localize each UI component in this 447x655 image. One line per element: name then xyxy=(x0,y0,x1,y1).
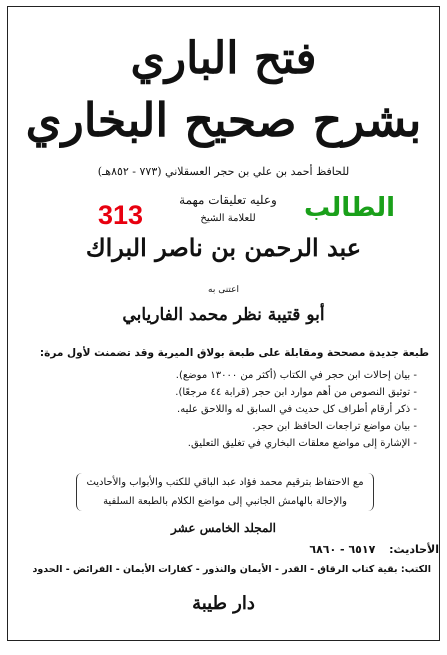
author-line: للحافظ أحمد بن علي بن حجر العسقلاني (٧٧٣ - ٨٥٢هـ) xyxy=(97,165,350,178)
editor-name: أبو قتيبة نظر محمد الفاريابي xyxy=(122,305,325,325)
feature-item: - بيان إحالات ابن حجر في الكتاب (أكثر من ١٣٠٠٠ موضع). xyxy=(37,367,417,384)
numbering-note-box xyxy=(76,473,374,511)
features-list xyxy=(37,367,417,452)
feature-item: - الإشارة إلى مواضع معلقات البخاري في تغليق التعليق. xyxy=(37,435,417,452)
numbering-note-line2: والإحالة بالهامش الجانبي إلى مواضع الكلام بالطبعة السلفية xyxy=(103,496,347,507)
feature-item: - ذكر أرقام أطراف كل حديث في السابق له واللاحق عليه. xyxy=(37,401,417,418)
publisher-logo: دار طيبة xyxy=(192,593,255,614)
books-row xyxy=(16,564,431,575)
annotations-note: وعليه تعليقات مهمة xyxy=(179,193,277,207)
book-title-line2: بشرح صحيح البخاري xyxy=(25,93,422,147)
books-label: الكتب: xyxy=(400,564,431,575)
feature-item: - بيان مواضع تراجعات الحافظ ابن حجر. xyxy=(37,418,417,435)
numbering-note-line1: مع الاحتفاظ بترقيم محمد فؤاد عبد الباقي للكتب والأبواب والأحاديث xyxy=(86,477,364,488)
book-cover-page xyxy=(7,6,440,641)
book-title-line1: فتح الباري xyxy=(130,33,317,84)
edition-description: طبعة جديدة مصححة ومقابلة على طبعة بولاق الميرية وقد تضمنت لأول مرة: xyxy=(39,347,429,359)
sheikh-name: عبد الرحمن بن ناصر البراك xyxy=(85,233,362,262)
hadith-label: الأحاديث: xyxy=(389,543,439,556)
volume-label: المجلد الخامس عشر xyxy=(171,521,276,535)
hadith-range: ٦٥١٧ - ٦٨٦٠ xyxy=(309,543,376,556)
feature-item: - توثيق النصوص من أهم موارد ابن حجر (قرابة ٤٤ مرجعًا). xyxy=(37,384,417,401)
edited-by-label: اعتنى به xyxy=(208,285,239,295)
student-number-badge: 313 xyxy=(98,200,144,230)
books-list: بقية كتاب الرقاق - القدر - الأيمان والنذور - كفارات الأيمان - الفرائض - الحدود xyxy=(32,564,398,575)
student-label-badge: الطالب xyxy=(304,193,396,223)
allama-label: للعلامة الشيخ xyxy=(200,213,256,224)
hadith-range-row xyxy=(139,543,439,556)
